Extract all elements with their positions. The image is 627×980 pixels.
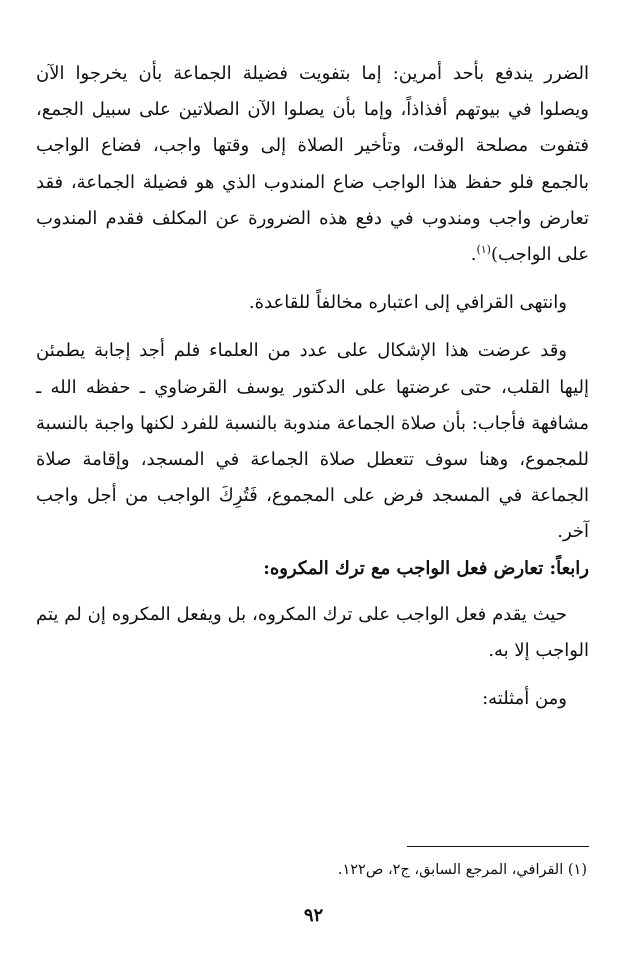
page-number: ٩٢ <box>303 905 324 926</box>
footnote-reference[interactable]: (١) <box>476 243 491 257</box>
paragraph-text: الضرر يندفع بأحد أمرين: إما بتفويت فضيلة الجماعة بأن يخرجوا الآن ويصلوا في بيوتهم أفذاذاً، وإما بأن يصلوا الآن الصلاتين على سبيل الجمع، فتفوت مصلحة الوقت، وتأخير الصلاة إلى وقتها واجب، فضاع الواجب بالجمع فلو حفظ هذا الواجب ضاع المندوب الذي هو فضيلة الجماعة، فقد تعارض واجب ومندوب في دفع هذه الضرورة عن المكلف فقدم المندوب على الواجب) <box>36 63 589 266</box>
footnote: (١) القرافي، المرجع السابق، ج٢، ص١٢٢. <box>337 862 587 878</box>
paragraph-qarafi-conclusion: وانتهى القرافي إلى اعتباره مخالفاً للقاعدة. <box>248 292 567 314</box>
paragraph-qaradawi-answer: وقد عرضت هذا الإشكال على عدد من العلماء فلم أجد إجابة يطمئن إليها القلب، حتى عرضتها على الدكتور يوسف القرضاوي ـ حفظه الله ـ مشافهة فأجاب: بأن صلاة الجماعة مندوبة بالنسبة للفرد لكنها واجبة بالنسبة للمجموع، وهنا سوف تتعطل صلاة الجماعة في المسجد، وإقامة صلاة الجماعة في المسجد فرض على المجموع، فَتُرِكَ الواجب من أجل واجب آخر. <box>36 340 589 543</box>
section-heading: رابعاً: تعارض فعل الواجب مع ترك المكروه: <box>263 557 589 579</box>
footnote-divider <box>407 846 589 847</box>
paragraph-continuation <box>36 56 589 273</box>
paragraph-rule: حيث يقدم فعل الواجب على ترك المكروه، بل ويفعل المكروه إن لم يتم الواجب إلا به. <box>36 603 589 661</box>
paragraph-end-punctuation: . <box>470 244 477 266</box>
paragraph-examples-intro: ومن أمثلته: <box>482 688 567 710</box>
